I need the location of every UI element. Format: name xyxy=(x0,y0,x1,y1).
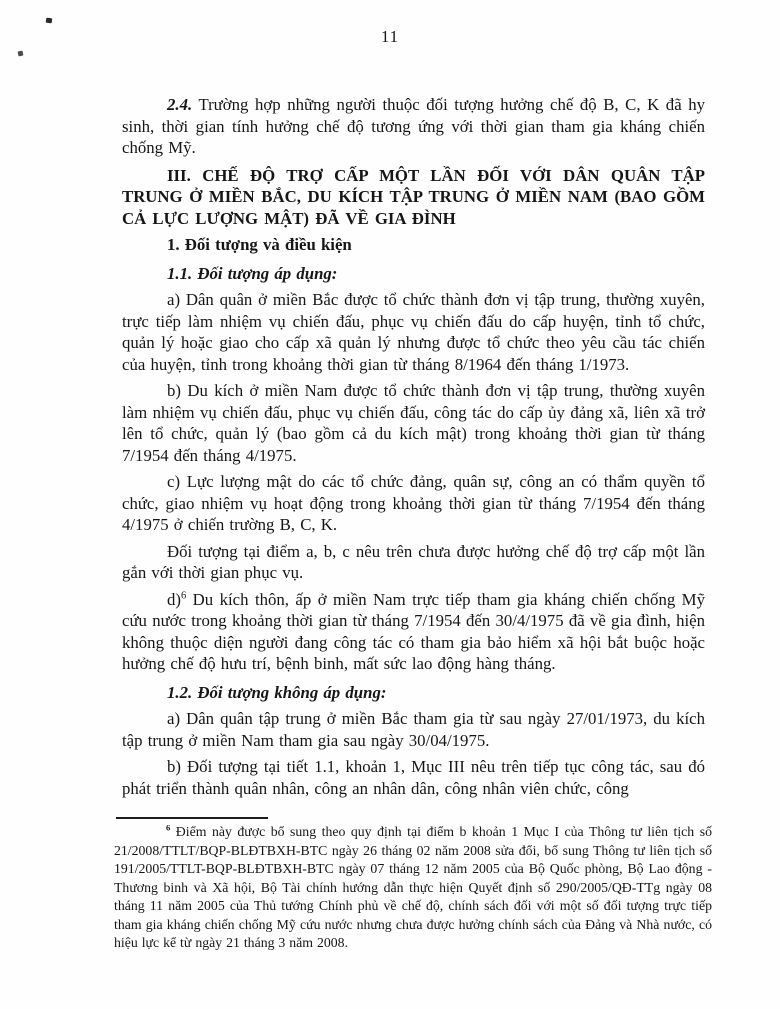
paragraph-1-1-note: Đối tượng tại điểm a, b, c nêu trên chưa được hưởng chế độ trợ cấp một lần gắn với thời gian phục vụ. xyxy=(122,541,705,582)
footnote-6-marker: 6 xyxy=(166,822,171,833)
paragraph-1-1-b: b) Du kích ở miền Nam được tổ chức thành đơn vị tập trung, thường xuyên làm nhiệm vụ chiến đấu, phục vụ chiến đấu, công tác do cấp ủy đảng xã, liên xã trở lên tổ chức, quản lý (bao gồm cả du kích mật) trong khoảng thời gian từ tháng 7/1954 đến tháng 4/1975. xyxy=(122,381,705,465)
paragraph-1-1-d-label: d) xyxy=(167,589,181,609)
footnote-separator-rule xyxy=(116,817,268,819)
paragraph-1-2-a: a) Dân quân tập trung ở miền Bắc tham gia từ sau ngày 27/01/1973, du kích tập trung ở miền Nam tham gia sau ngày 30/04/1975. xyxy=(122,709,705,750)
paragraph-2-4 xyxy=(122,94,705,159)
footnote-section xyxy=(114,817,712,953)
scan-artifact-speck xyxy=(18,51,24,57)
paragraph-1-2-b: b) Đối tượng tại tiết 1.1, khoản 1, Mục III nêu trên tiếp tục công tác, sau đó phát triển thành quân nhân, công an nhân dân, công nhân viên chức, công xyxy=(122,757,705,798)
footnote-reference-6: 6 xyxy=(180,589,187,601)
scan-artifact-speck xyxy=(46,18,53,24)
heading-1-1-doi-tuong-ap-dung: 1.1. Đối tượng áp dụng: xyxy=(167,263,338,283)
document-body xyxy=(122,94,705,799)
page-number: 11 xyxy=(380,27,400,46)
heading-1-2-doi-tuong-khong-ap-dung: 1.2. Đối tượng không áp dụng: xyxy=(167,682,387,702)
paragraph-1-1-d-text: Du kích thôn, ấp ở miền Nam trực tiếp tham gia kháng chiến chống Mỹ cứu nước trong khoảng thời gian từ tháng 7/1954 đến 30/4/1975 đã về gia đình, hiện không thuộc diện người đang công tác có tham gia bảo hiểm xã hội bắt buộc hoặc hưởng chế độ hưu trí, bệnh binh, mất sức lao động hàng tháng. xyxy=(122,589,705,673)
paragraph-1-1-a: a) Dân quân ở miền Bắc được tổ chức thành đơn vị tập trung, thường xuyên, trực tiếp làm nhiệm vụ chiến đấu, phục vụ chiến đấu do cấp huyện, tỉnh tổ chức, quản lý hoặc giao cho cấp xã quản lý nhưng được tổ chức theo yêu cầu tác chiến của huyện, tỉnh trong khoảng thời gian từ tháng 8/1964 đến tháng 1/1973. xyxy=(122,290,705,374)
paragraph-2-4-text: Trường hợp những người thuộc đối tượng hưởng chế độ B, C, K đã hy sinh, thời gian tính hưởng chế độ tương ứng với thời gian tham gia kháng chiến chống Mỹ. xyxy=(122,95,705,157)
paragraph-1-1-d xyxy=(122,589,705,675)
section-heading-iii: III. CHẾ ĐỘ TRỢ CẤP MỘT LẦN ĐỐI VỚI DÂN QUÂN TẬP TRUNG Ở MIỀN BẮC, DU KÍCH TẬP TRUNG Ở MIỀN NAM (BAO GỒM CẢ LỰC LƯỢNG MẬT) ĐÃ VỀ GIA ĐÌNH xyxy=(122,165,705,228)
footnote-6-text: Điểm này được bổ sung theo quy định tại điểm b khoản 1 Mục I của Thông tư liên tịch số 21/2008/TTLT/BQP-BLĐTBXH-BTC ngày 26 tháng 02 năm 2008 sửa đổi, bổ sung Thông tư liên tịch số 191/2005/TTLT-BQP-BLĐTBXH-BTC ngày 07 tháng 12 năm 2005 của Bộ Quốc phòng, Bộ Lao động - Thương binh và Xã hội, Bộ Tài chính hướng dẫn thực hiện Quyết định số 290/2005/QĐ-TTg ngày 08 tháng 11 năm 2005 của Thủ tướng Chính phủ về chế độ, chính sách đối với một số đối tượng trực tiếp tham gia kháng chiến chống Mỹ cứu nước nhưng chưa được hưởng chính sách của Đảng và Nhà nước, có hiệu lực kể từ ngày 21 tháng 3 năm 2008. xyxy=(114,824,712,950)
heading-1-doi-tuong-va-dieu-kien: 1. Đối tượng và điều kiện xyxy=(167,235,352,254)
paragraph-2-4-label: 2.4. xyxy=(167,95,193,114)
paragraph-1-1-c: c) Lực lượng mật do các tổ chức đảng, quân sự, công an có thẩm quyền tổ chức, giao nhiệm vụ hoạt động trong khoảng thời gian từ tháng 7/1954 đến tháng 4/1975 ở chiến trường B, C, K. xyxy=(122,472,705,534)
footnote-6 xyxy=(114,823,712,953)
